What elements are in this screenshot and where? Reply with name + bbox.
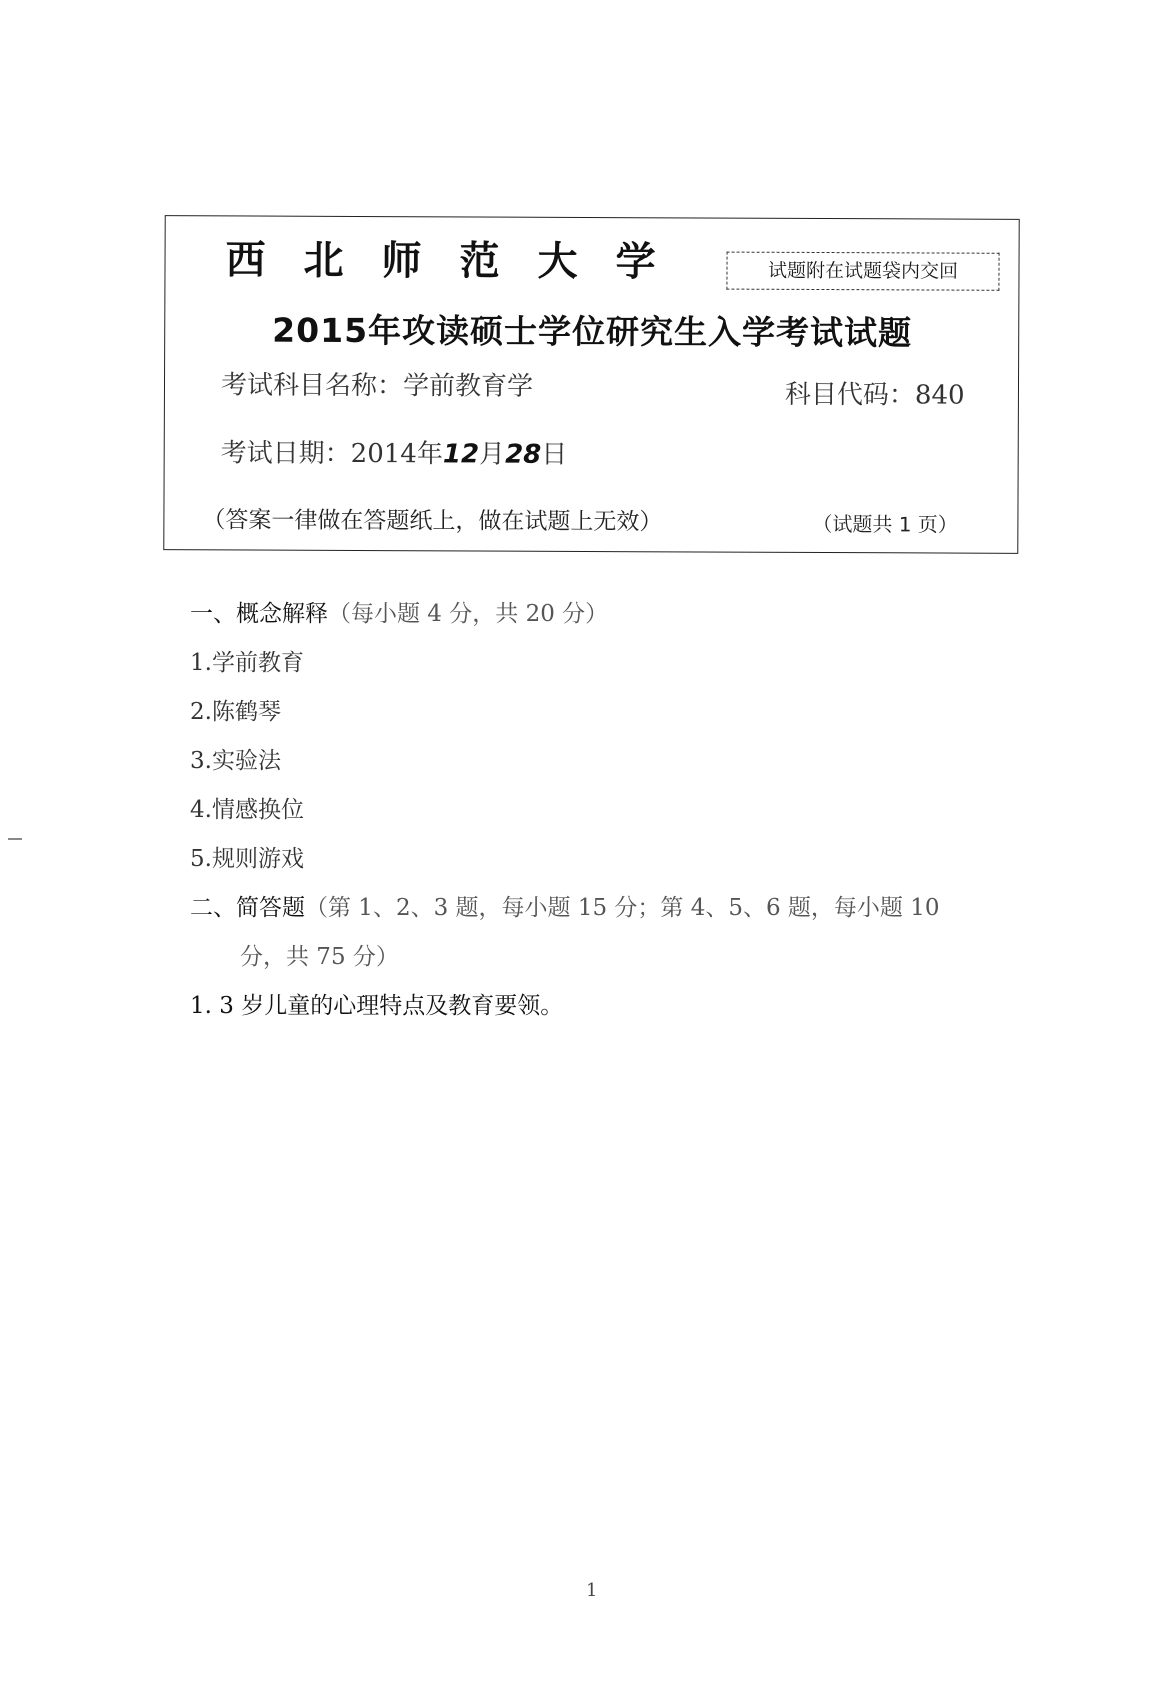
exam-date-year: 2014 xyxy=(350,438,417,470)
question-item: 5.规则游戏 xyxy=(190,846,304,872)
exam-questions xyxy=(190,590,1010,1031)
question-item: 1. 3 岁儿童的心理特点及教育要领。 xyxy=(190,993,564,1019)
question-item: 3.实验法 xyxy=(190,748,281,774)
subject-line xyxy=(221,364,533,402)
answer-instruction: （答案一律做在答题纸上，做在试题上无效） xyxy=(202,507,663,536)
question-item: 1.学前教育 xyxy=(190,650,304,676)
section-1-score-note: （每小题 4 分，共 20 分） xyxy=(328,601,609,627)
section-1-title: 一、概念解释 xyxy=(190,601,328,627)
question-item: 4.情感换位 xyxy=(190,797,304,823)
return-instruction-box: 试题附在试题袋内交回 xyxy=(726,252,999,291)
exam-date-day: 28 xyxy=(505,439,542,470)
exam-date-month: 12 xyxy=(442,439,480,470)
subject-name: 学前教育学 xyxy=(402,371,534,402)
question-item: 2.陈鹤琴 xyxy=(190,699,281,725)
university-name: 西北师范大学 xyxy=(225,237,694,286)
exam-date-year-unit: 年 xyxy=(416,439,443,470)
exam-date-day-unit: 日 xyxy=(541,439,568,470)
exam-title: 2015年攻读硕士学位研究生入学考试试题 xyxy=(272,310,913,353)
section-1-heading xyxy=(190,590,1010,639)
section-2-title: 二、简答题 xyxy=(190,895,305,921)
page-count-note: （试题共 1 页） xyxy=(812,511,958,537)
subject-code-label: 科目代码： xyxy=(784,379,916,411)
section-2-score-note-continued: 分，共 75 分） xyxy=(240,944,399,970)
section-2-score-note: （第 1、2、3 题，每小题 15 分；第 4、5、6 题，每小题 10 xyxy=(305,895,940,921)
exam-date-month-unit: 月 xyxy=(479,439,506,470)
scan-mark xyxy=(8,838,22,840)
exam-date-line xyxy=(221,432,568,471)
subject-label: 考试科目名称： xyxy=(220,370,404,402)
section-2-heading xyxy=(190,884,1010,933)
exam-header-box xyxy=(163,215,1019,554)
page-number: 1 xyxy=(586,1580,598,1601)
subject-code-value: 840 xyxy=(914,380,965,411)
subject-code-line xyxy=(785,374,965,412)
exam-date-label: 考试日期： xyxy=(220,438,351,469)
